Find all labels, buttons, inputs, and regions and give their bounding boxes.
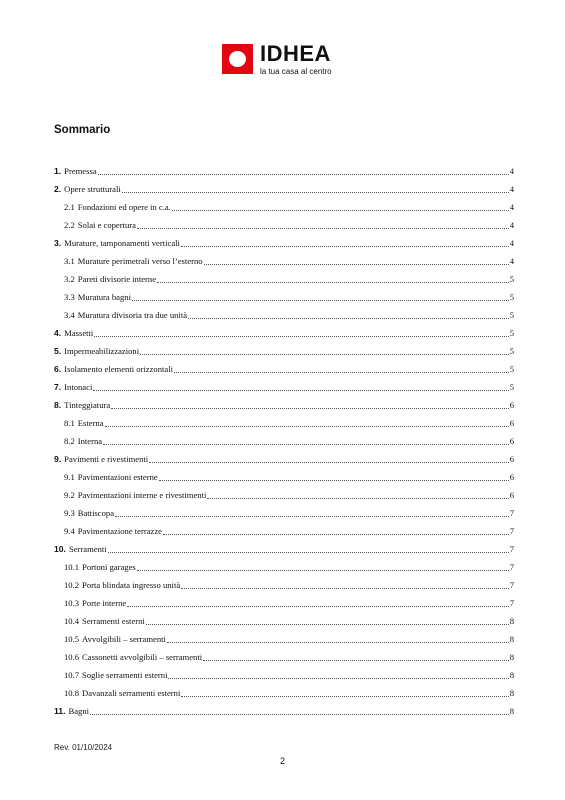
- toc-entry-label: Pavimentazioni interne e rivestimenti: [77, 490, 207, 500]
- toc-entry-label: Impermeabilizzazioni: [64, 346, 140, 356]
- toc-entry-number: 1.: [54, 166, 62, 176]
- toc-entry-number: 3.3: [64, 292, 75, 302]
- toc-entry-page: 4: [509, 256, 514, 266]
- toc-dot-leader: [167, 642, 509, 643]
- toc-entry-label: Cassonetti avvolgibili – serramenti: [82, 652, 203, 662]
- toc-entry-label: Fondazioni ed opere in c.a.: [77, 202, 171, 212]
- toc-entry-page: 7: [509, 526, 514, 536]
- toc-entry-label: Serramenti: [68, 544, 107, 554]
- toc-entry-number: 3.: [54, 238, 62, 248]
- toc-entry-label: Muratura divisoria tra due unità: [77, 310, 188, 320]
- toc-dot-leader: [137, 570, 509, 571]
- toc-entry-page: 7: [509, 544, 514, 554]
- toc-entry-number: 8.2: [64, 436, 75, 446]
- toc-entry-page: 8: [509, 652, 514, 662]
- toc-entry-number: 3.4: [64, 310, 75, 320]
- toc-entry[interactable]: [54, 414, 514, 432]
- toc-entry-number: 7.: [54, 382, 62, 392]
- toc-entry-page: 4: [509, 166, 514, 176]
- toc-entry-number: 10.1: [64, 562, 80, 572]
- toc-dot-leader: [137, 228, 509, 229]
- toc-entry-number: 10.6: [64, 652, 80, 662]
- toc-entry-label: Isolamento elementi orizzontali: [64, 364, 173, 374]
- toc-entry-page: 5: [509, 346, 514, 356]
- toc-entry[interactable]: [54, 540, 514, 558]
- toc-entry-page: 6: [509, 436, 514, 446]
- toc-entry-page: 8: [509, 688, 514, 698]
- toc-entry[interactable]: [54, 234, 514, 252]
- toc-entry-number: 10.8: [64, 688, 80, 698]
- logo-text: [260, 41, 332, 77]
- logo-mark-icon: [222, 44, 253, 74]
- toc-entry[interactable]: [54, 324, 514, 342]
- toc-entry-page: 6: [509, 454, 514, 464]
- toc-dot-leader: [163, 534, 509, 535]
- toc-dot-leader: [122, 192, 509, 193]
- toc-dot-leader: [94, 336, 508, 337]
- toc-entry-number: 5.: [54, 346, 62, 356]
- company-logo: [222, 41, 332, 77]
- toc-entry-page: 6: [509, 400, 514, 410]
- toc-entry-page: 5: [509, 328, 514, 338]
- toc-entry-number: 11.: [54, 706, 66, 716]
- toc-entry[interactable]: [54, 378, 514, 396]
- toc-entry-label: Muratura bagni: [77, 292, 131, 302]
- toc-dot-leader: [204, 264, 509, 265]
- toc-entry-label: Davanzali serramenti esterni: [82, 688, 181, 698]
- toc-dot-leader: [103, 444, 509, 445]
- toc-dot-leader: [207, 498, 508, 499]
- toc-entry-number: 2.2: [64, 220, 75, 230]
- toc-dot-leader: [93, 390, 508, 391]
- toc-entry-number: 9.: [54, 454, 62, 464]
- toc-entry-page: 5: [509, 364, 514, 374]
- revision-note: Rev. 01/10/2024: [54, 743, 113, 752]
- toc-entry[interactable]: [54, 270, 514, 288]
- toc-entry-label: Interna: [77, 436, 103, 446]
- toc-entry[interactable]: [54, 558, 514, 576]
- toc-entry-number: 9.2: [64, 490, 75, 500]
- toc-entry-label: Opere strutturali: [64, 184, 121, 194]
- toc-dot-leader: [181, 588, 509, 589]
- toc-entry-number: 8.1: [64, 418, 75, 428]
- toc-dot-leader: [203, 660, 509, 661]
- toc-entry[interactable]: [54, 702, 514, 720]
- toc-dot-leader: [159, 480, 509, 481]
- toc-entry-number: 2.1: [64, 202, 75, 212]
- toc-dot-leader: [132, 300, 509, 301]
- toc-entry-label: Portoni garages: [82, 562, 136, 572]
- toc-entry[interactable]: [54, 594, 514, 612]
- toc-dot-leader: [149, 462, 509, 463]
- toc-entry[interactable]: [54, 342, 514, 360]
- toc-entry-label: Solai e copertura: [77, 220, 136, 230]
- toc-entry[interactable]: [54, 684, 514, 702]
- toc-entry-number: 10.7: [64, 670, 80, 680]
- toc-entry[interactable]: [54, 198, 514, 216]
- toc-entry-page: 7: [509, 598, 514, 608]
- toc-entry-page: 8: [509, 616, 514, 626]
- toc-entry[interactable]: [54, 252, 514, 270]
- toc-entry-page: 4: [509, 220, 514, 230]
- toc-entry-label: Esterna: [77, 418, 104, 428]
- toc-dot-leader: [108, 552, 509, 553]
- toc-dot-leader: [172, 210, 509, 211]
- toc-entry[interactable]: [54, 468, 514, 486]
- toc-dot-leader: [146, 624, 509, 625]
- toc-entry-page: 7: [509, 562, 514, 572]
- toc-entry-label: Massetti: [64, 328, 94, 338]
- toc-dot-leader: [127, 606, 509, 607]
- toc-dot-leader: [90, 714, 509, 715]
- toc-entry-label: Murature, tamponamenti verticali: [64, 238, 180, 248]
- toc-entry[interactable]: [54, 648, 514, 666]
- toc-entry-page: 7: [509, 508, 514, 518]
- table-of-contents: [54, 162, 514, 720]
- toc-entry-label: Soglie serramenti esterni: [82, 670, 168, 680]
- toc-entry[interactable]: [54, 162, 514, 180]
- toc-entry-page: 8: [509, 670, 514, 680]
- toc-entry-page: 6: [509, 418, 514, 428]
- page-title: Sommario: [54, 124, 111, 136]
- toc-dot-leader: [98, 174, 509, 175]
- toc-entry-number: 2.: [54, 184, 62, 194]
- toc-entry-page: 5: [509, 274, 514, 284]
- toc-entry-number: 6.: [54, 364, 62, 374]
- toc-entry-page: 6: [509, 472, 514, 482]
- toc-entry-page: 5: [509, 382, 514, 392]
- toc-entry-label: Murature perimetrali verso l’esterno: [77, 256, 203, 266]
- toc-entry-page: 4: [509, 184, 514, 194]
- toc-dot-leader: [188, 318, 509, 319]
- toc-entry-label: Porta blindata ingresso unità: [82, 580, 181, 590]
- toc-dot-leader: [181, 246, 509, 247]
- logo-name: IDHEA: [260, 41, 331, 66]
- toc-entry[interactable]: [54, 522, 514, 540]
- toc-entry-page: 8: [509, 634, 514, 644]
- toc-entry-label: Battiscopa: [77, 508, 115, 518]
- toc-entry-number: 10.3: [64, 598, 80, 608]
- toc-entry[interactable]: [54, 180, 514, 198]
- toc-dot-leader: [115, 516, 509, 517]
- toc-entry[interactable]: [54, 630, 514, 648]
- toc-entry-number: 10.2: [64, 580, 80, 590]
- toc-entry-number: 8.: [54, 400, 62, 410]
- toc-entry-label: Porte interne: [82, 598, 127, 608]
- toc-dot-leader: [168, 678, 508, 679]
- toc-entry-number: 3.1: [64, 256, 75, 266]
- page-number: 2: [279, 756, 285, 766]
- toc-entry-label: Premessa: [64, 166, 97, 176]
- toc-entry[interactable]: [54, 360, 514, 378]
- toc-entry-page: 5: [509, 292, 514, 302]
- toc-entry-label: Avvolgibili – serramenti: [82, 634, 166, 644]
- toc-entry-label: Bagni: [68, 706, 90, 716]
- toc-entry-label: Tinteggiatura: [64, 400, 111, 410]
- toc-entry-number: 10.: [54, 544, 66, 554]
- toc-dot-leader: [111, 408, 509, 409]
- toc-entry-label: Pavimentazione terrazze: [77, 526, 162, 536]
- toc-entry-label: Pareti divisorie interne: [77, 274, 157, 284]
- toc-entry-label: Serramenti esterni: [82, 616, 145, 626]
- toc-entry-number: 10.4: [64, 616, 80, 626]
- toc-dot-leader: [174, 372, 509, 373]
- toc-entry[interactable]: [54, 612, 514, 630]
- toc-entry-page: 7: [509, 580, 514, 590]
- toc-entry-label: Pavimenti e rivestimenti: [64, 454, 149, 464]
- toc-entry-number: 4.: [54, 328, 62, 338]
- toc-entry[interactable]: [54, 486, 514, 504]
- toc-entry-page: 4: [509, 202, 514, 212]
- toc-entry[interactable]: [54, 666, 514, 684]
- toc-entry-page: 6: [509, 490, 514, 500]
- toc-dot-leader: [140, 354, 509, 355]
- logo-tagline: la tua casa al centro: [260, 67, 332, 76]
- toc-entry[interactable]: [54, 216, 514, 234]
- toc-entry[interactable]: [54, 396, 514, 414]
- toc-entry-page: 5: [509, 310, 514, 320]
- toc-entry[interactable]: [54, 450, 514, 468]
- toc-entry[interactable]: [54, 576, 514, 594]
- toc-entry[interactable]: [54, 288, 514, 306]
- toc-dot-leader: [157, 282, 509, 283]
- toc-entry-label: Pavimentazioni esterne: [77, 472, 158, 482]
- toc-entry-number: 9.3: [64, 508, 75, 518]
- toc-dot-leader: [105, 426, 509, 427]
- toc-entry-number: 3.2: [64, 274, 75, 284]
- toc-entry[interactable]: [54, 306, 514, 324]
- toc-entry-number: 9.4: [64, 526, 75, 536]
- toc-dot-leader: [181, 696, 508, 697]
- toc-entry[interactable]: [54, 432, 514, 450]
- toc-entry[interactable]: [54, 504, 514, 522]
- toc-entry-number: 9.1: [64, 472, 75, 482]
- toc-entry-page: 8: [509, 706, 514, 716]
- toc-entry-page: 4: [509, 238, 514, 248]
- toc-entry-number: 10.5: [64, 634, 80, 644]
- toc-entry-label: Intonaci: [64, 382, 93, 392]
